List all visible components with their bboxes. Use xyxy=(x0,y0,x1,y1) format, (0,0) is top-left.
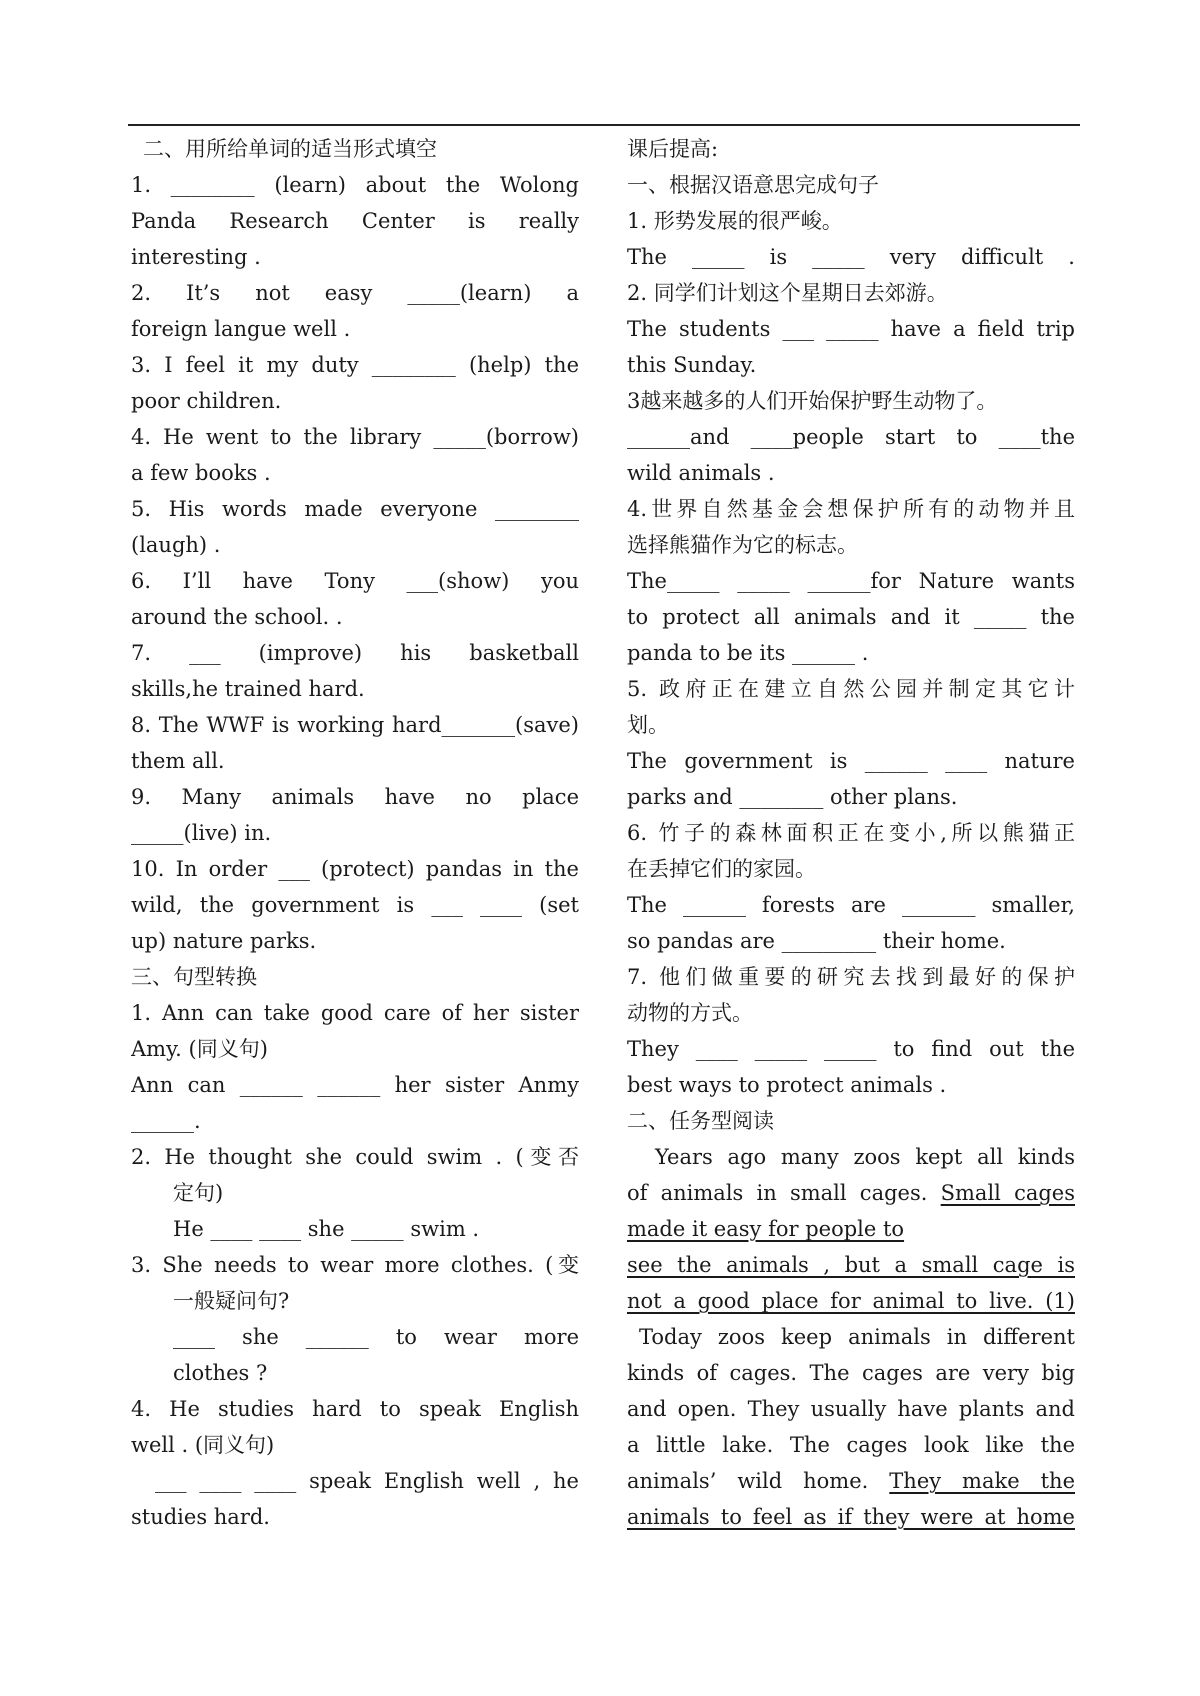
line-text: 4.世界自然基金会想保护所有的动物并且 xyxy=(627,497,1075,521)
worksheet-line xyxy=(131,1067,579,1103)
worksheet-line xyxy=(131,527,579,563)
worksheet-line xyxy=(131,851,579,887)
line-text: 1. ________ (learn) about the Wolong xyxy=(131,173,579,197)
worksheet-line xyxy=(131,1499,579,1535)
worksheet-line xyxy=(131,815,579,851)
line-text: 二、任务型阅读 xyxy=(627,1109,774,1133)
underlined-text: animals to feel as if they were at home xyxy=(627,1505,1075,1529)
worksheet-line xyxy=(627,419,1075,455)
line-text: 5. 政府正在建立自然公园并制定其它计 xyxy=(627,677,1075,701)
worksheet-line xyxy=(131,1103,579,1139)
worksheet-line xyxy=(131,383,579,419)
worksheet-line xyxy=(627,599,1075,635)
worksheet-line xyxy=(627,311,1075,347)
line-text: kinds of cages. The cages are very big xyxy=(627,1361,1075,1385)
worksheet-line xyxy=(627,1355,1075,1391)
line-text: 5. His words made everyone ________ xyxy=(131,497,579,521)
worksheet-line xyxy=(627,1499,1075,1535)
worksheet-line xyxy=(131,311,579,347)
line-text: 一、根据汉语意思完成句子 xyxy=(627,173,879,197)
line-text: around the school. . xyxy=(131,605,343,629)
line-text: _____(live) in. xyxy=(131,821,272,845)
line-text: clothes ? xyxy=(173,1361,268,1385)
worksheet-line xyxy=(627,275,1075,311)
line-text: skills,he trained hard. xyxy=(131,677,365,701)
line-text: Years ago many zoos kept all kinds xyxy=(655,1145,1075,1169)
line-text: animals’ wild home. xyxy=(627,1469,890,1493)
line-text: so pandas are _________ their home. xyxy=(627,929,1006,953)
line-text: 1. Ann can take good care of her sister xyxy=(131,1001,579,1025)
worksheet-line xyxy=(627,887,1075,923)
line-text: (laugh) . xyxy=(131,533,221,557)
worksheet-line xyxy=(627,995,1075,1031)
worksheet-line xyxy=(131,1139,579,1175)
worksheet-line xyxy=(627,1031,1075,1067)
worksheet-line xyxy=(627,635,1075,671)
worksheet-line xyxy=(627,851,1075,887)
line-text: 三、句型转换 xyxy=(131,965,257,989)
line-text: panda to be its ______ . xyxy=(627,641,869,665)
line-text: 在丢掉它们的家园。 xyxy=(627,857,816,881)
line-text: The ______ forests are _______ smaller, xyxy=(627,893,1075,917)
line-text: ___ ____ ____ speak English well , he xyxy=(155,1469,579,1493)
line-text: Panda Research Center is really xyxy=(131,209,579,233)
line-text: The government is ______ ____ nature xyxy=(627,749,1075,773)
worksheet-line xyxy=(627,1319,1075,1355)
worksheet-line xyxy=(627,1391,1075,1427)
line-text: 定句) xyxy=(173,1181,224,1205)
worksheet-line xyxy=(627,563,1075,599)
worksheet-line xyxy=(627,167,1075,203)
worksheet-line xyxy=(131,347,579,383)
line-text: 7. 他们做重要的研究去找到最好的保护 xyxy=(627,965,1075,989)
line-text: best ways to protect animals . xyxy=(627,1073,947,1097)
worksheet-line xyxy=(131,1391,579,1427)
worksheet-line xyxy=(627,239,1075,275)
line-text: 2. 同学们计划这个星期日去郊游。 xyxy=(627,281,948,305)
worksheet-line xyxy=(131,239,579,275)
line-text: wild, the government is ___ ____ (set xyxy=(131,893,579,917)
line-text: them all. xyxy=(131,749,225,773)
line-text: ____ she ______ to wear more xyxy=(173,1325,579,1349)
worksheet-line xyxy=(131,1175,579,1211)
line-text: this Sunday. xyxy=(627,353,757,377)
line-text: 2. He thought she could swim . (变否 xyxy=(131,1145,579,1169)
worksheet-line xyxy=(131,995,579,1031)
worksheet-line xyxy=(627,1247,1075,1283)
underlined-text: see the animals , but a small cage is xyxy=(627,1253,1075,1277)
worksheet-line xyxy=(627,383,1075,419)
line-text: and open. They usually have plants and xyxy=(627,1397,1075,1421)
worksheet-line xyxy=(627,779,1075,815)
worksheet-line xyxy=(627,923,1075,959)
line-text: Today zoos keep animals in different xyxy=(639,1325,1075,1349)
worksheet-line xyxy=(131,167,579,203)
line-text: 9. Many animals have no place xyxy=(131,785,579,809)
line-text: well . (同义句) xyxy=(131,1433,275,1457)
line-text: studies hard. xyxy=(131,1505,270,1529)
worksheet-line xyxy=(131,131,579,167)
worksheet-line xyxy=(627,491,1075,527)
worksheet-line xyxy=(131,707,579,743)
line-text: 6. 竹子的森林面积正在变小,所以熊猫正 xyxy=(627,821,1075,845)
worksheet-line xyxy=(131,455,579,491)
line-text: 4. He studies hard to speak English xyxy=(131,1397,579,1421)
line-text: 动物的方式。 xyxy=(627,1001,753,1025)
worksheet-line xyxy=(627,527,1075,563)
line-text: parks and ________ other plans. xyxy=(627,785,958,809)
worksheet-line xyxy=(131,923,579,959)
worksheet-line xyxy=(627,131,1075,167)
line-text: a little lake. The cages look like the xyxy=(627,1433,1075,1457)
worksheet-line xyxy=(131,275,579,311)
line-text: Ann can ______ ______ her sister Anmy xyxy=(131,1073,579,1097)
worksheet-line xyxy=(131,1427,579,1463)
line-text: 2. It’s not easy _____(learn) a xyxy=(131,281,579,305)
top-rule xyxy=(128,124,1080,126)
line-text: 6. I’ll have Tony ___(show) you xyxy=(131,569,579,593)
line-text: interesting . xyxy=(131,245,261,269)
worksheet-line xyxy=(131,1247,579,1283)
line-text: 7. ___ (improve) his basketball xyxy=(131,641,579,665)
worksheet-line xyxy=(627,455,1075,491)
worksheet-line xyxy=(131,887,579,923)
line-text: They ____ _____ _____ to find out the xyxy=(627,1037,1075,1061)
worksheet-line xyxy=(131,779,579,815)
line-text: foreign langue well . xyxy=(131,317,351,341)
worksheet-line xyxy=(627,1463,1075,1499)
line-text: 课后提高: xyxy=(627,137,719,161)
worksheet-line xyxy=(131,959,579,995)
worksheet-line xyxy=(627,1283,1075,1319)
underlined-text: They make the xyxy=(889,1469,1075,1493)
line-text: poor children. xyxy=(131,389,282,413)
worksheet-line xyxy=(131,743,579,779)
line-text: He ____ ____ she _____ swim . xyxy=(173,1217,480,1241)
line-text: ______and ____people start to ____the xyxy=(627,425,1075,449)
worksheet-line xyxy=(131,563,579,599)
worksheet-line xyxy=(627,1139,1075,1175)
line-text: a few books . xyxy=(131,461,271,485)
worksheet-line xyxy=(131,671,579,707)
right-column xyxy=(627,131,1075,1535)
line-text: 二、用所给单词的适当形式填空 xyxy=(143,137,437,161)
worksheet-line xyxy=(627,1427,1075,1463)
line-text: 4. He went to the library _____(borrow) xyxy=(131,425,579,449)
worksheet-line xyxy=(627,959,1075,995)
line-text: wild animals . xyxy=(627,461,775,485)
worksheet-line xyxy=(131,1355,579,1391)
line-text: 划。 xyxy=(627,713,669,737)
line-text: up) nature parks. xyxy=(131,929,317,953)
worksheet-line xyxy=(627,1175,1075,1211)
underlined-text: not a good place for animal to live. (1) xyxy=(627,1289,1075,1313)
worksheet-line xyxy=(131,491,579,527)
worksheet-line xyxy=(131,1211,579,1247)
underlined-text: made it easy for people to xyxy=(627,1217,905,1241)
worksheet-line xyxy=(627,1067,1075,1103)
worksheet-line xyxy=(627,743,1075,779)
worksheet-line xyxy=(131,1463,579,1499)
worksheet-line xyxy=(627,347,1075,383)
line-text: to protect all animals and it _____ the xyxy=(627,605,1075,629)
line-text: 3. I feel it my duty ________ (help) the xyxy=(131,353,579,377)
line-text: 3. She needs to wear more clothes. (变 xyxy=(131,1253,579,1277)
line-text: 选择熊猫作为它的标志。 xyxy=(627,533,858,557)
worksheet-line xyxy=(131,419,579,455)
worksheet-line xyxy=(131,635,579,671)
line-text: 1. 形势发展的很严峻。 xyxy=(627,209,843,233)
line-text: The _____ is _____ very difficult . xyxy=(627,245,1075,269)
worksheet-line xyxy=(627,1103,1075,1139)
line-text: ______. xyxy=(131,1109,201,1133)
worksheet-line xyxy=(131,203,579,239)
line-text: The_____ _____ ______for Nature wants xyxy=(627,569,1075,593)
worksheet-line xyxy=(627,1211,1075,1247)
worksheet-line xyxy=(131,1319,579,1355)
worksheet-line xyxy=(627,707,1075,743)
worksheet-line xyxy=(131,599,579,635)
worksheet-line xyxy=(627,815,1075,851)
worksheet-line xyxy=(627,203,1075,239)
left-column xyxy=(131,131,579,1535)
line-text: 8. The WWF is working hard_______(save) xyxy=(131,713,579,737)
worksheet-line xyxy=(131,1031,579,1067)
underlined-text: Small cages xyxy=(940,1181,1075,1205)
line-text: 10. In order ___ (protect) pandas in the xyxy=(131,857,579,881)
line-text: Amy. (同义句) xyxy=(131,1037,268,1061)
line-text: 一般疑问句? xyxy=(173,1289,290,1313)
line-text: of animals in small cages. xyxy=(627,1181,941,1205)
worksheet-line xyxy=(627,671,1075,707)
line-text: 3越来越多的人们开始保护野生动物了。 xyxy=(627,389,998,413)
line-text: The students ___ _____ have a field trip xyxy=(627,317,1075,341)
worksheet-line xyxy=(131,1283,579,1319)
